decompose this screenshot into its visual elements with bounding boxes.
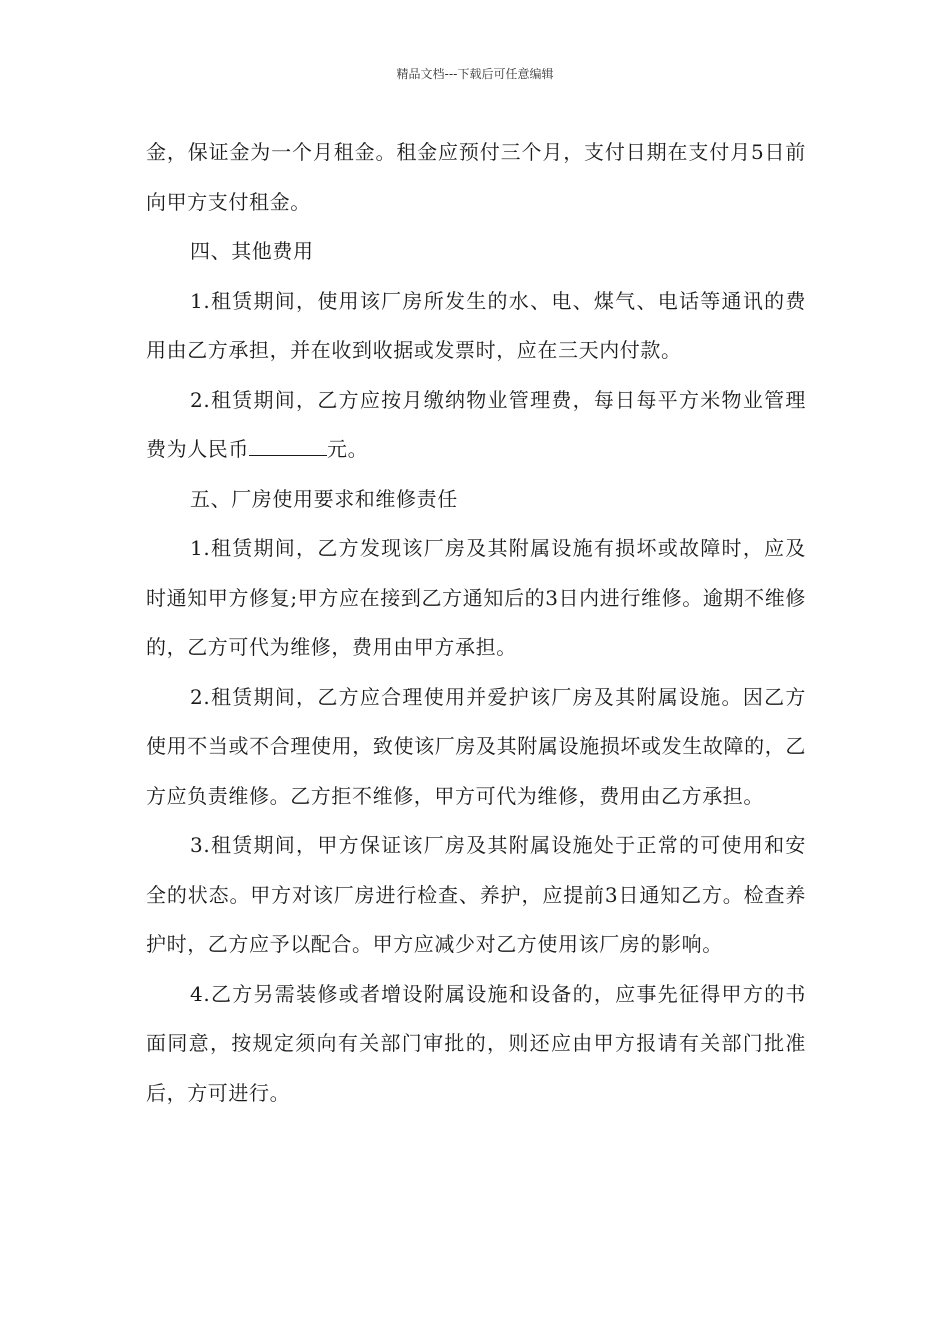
clause-repair-notice: 1.租赁期间，乙方发现该厂房及其附属设施有损坏或故障时，应及时通知甲方修复;甲方应在接到乙方通知后的3日内进行维修。逾期不维修的，乙方可代为维修，费用由甲方承担。 <box>146 536 806 659</box>
clause-renovation: 4.乙方另需装修或者增设附属设施和设备的，应事先征得甲方的书面同意，按规定须向有关部门审批的，则还应由甲方报请有关部门批准后，方可进行。 <box>146 981 806 1105</box>
page-header: 精品文档---下载后可任意编辑 <box>396 67 554 81</box>
clause-utilities: 1.租赁期间，使用该厂房所发生的水、电、煤气、电话等通讯的费用由乙方承担，并在收到收据或发票时，应在三天内付款。 <box>146 288 806 362</box>
clause-property-fee-text: 2.租赁期间，乙方应按月缴纳物业管理费，每日每平方米物业管理费为人民币 <box>146 387 806 461</box>
section-heading-other-fees: 四、其他费用 <box>190 239 314 263</box>
amount-blank <box>249 437 327 456</box>
clause-property-fee-unit: 元。 <box>327 437 369 461</box>
paragraph-continuation: 金，保证金为一个月租金。租金应预付三个月，支付日期在支付月5日前向甲方支付租金。 <box>146 140 806 214</box>
clause-property-fee <box>146 376 806 475</box>
clause-proper-use: 2.租赁期间，乙方应合理使用并爱护该厂房及其附属设施。因乙方使用不当或不合理使用，致使该厂房及其附属设施损坏或发生故障的，乙方应负责维修。乙方拒不维修，甲方可代为维修，费用由乙方承担。 <box>146 684 806 808</box>
clause-landlord-guarantee: 3.租赁期间，甲方保证该厂房及其附属设施处于正常的可使用和安全的状态。甲方对该厂房进行检查、养护，应提前3日通知乙方。检查养护时，乙方应予以配合。甲方应减少对乙方使用该厂房的影响。 <box>146 833 806 956</box>
document-body <box>146 128 806 1118</box>
section-heading-usage-maintenance: 五、厂房使用要求和维修责任 <box>190 486 458 511</box>
